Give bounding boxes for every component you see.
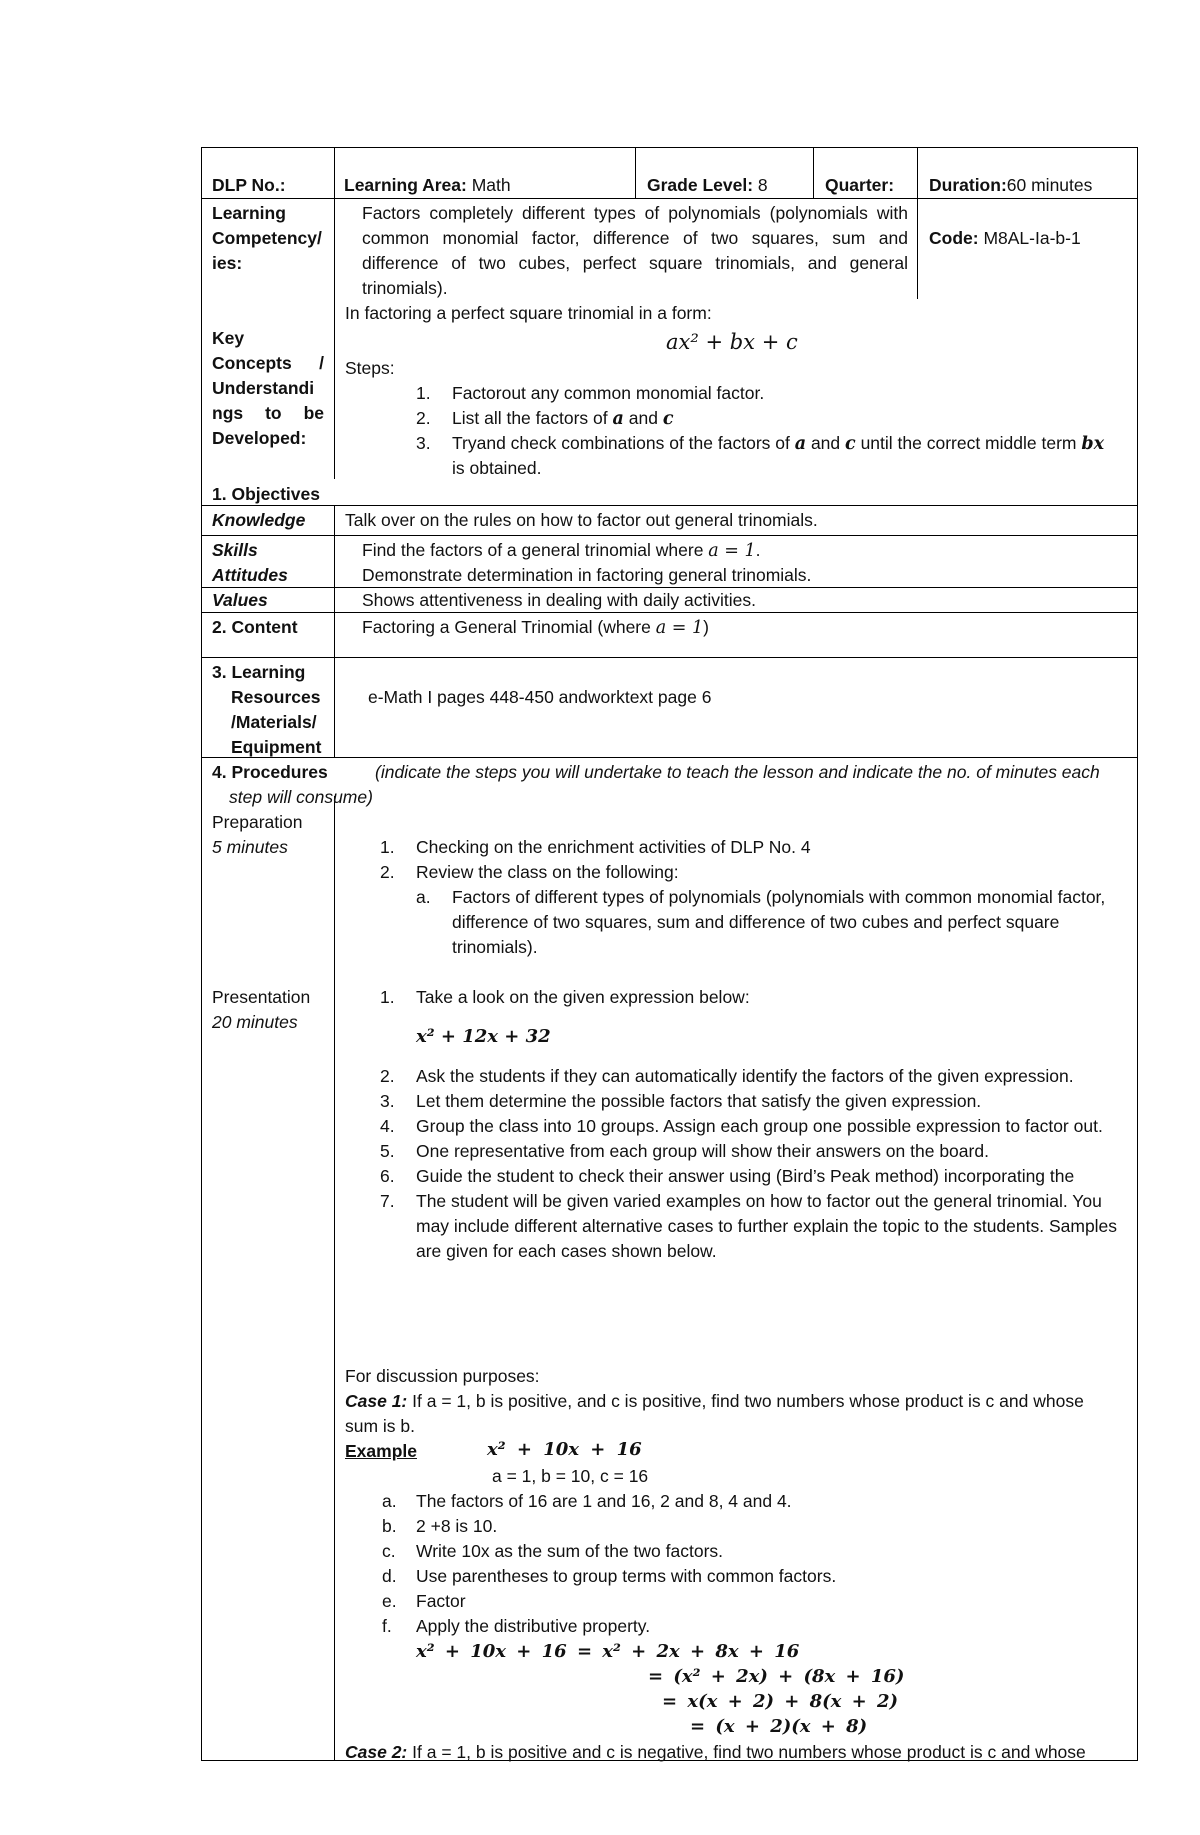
rule-quarter-column [813,147,814,198]
list-item: difference of two squares, sum and difference of two cubes and perfect square [452,912,1060,932]
list-number: 4. [380,1116,395,1136]
preparation-time: 5 minutes [212,837,288,857]
step-text: Tryand check combinations of the factors of a and c until the correct middle term bx [452,433,1105,454]
list-number: 2. [380,862,395,882]
list-number: 6. [380,1166,395,1186]
values-label: Values [212,590,268,610]
step-number: 3. [416,433,431,453]
resources-label-line: /Materials/ [231,712,317,732]
list-item: One representative from each group will show their answers on the board. [416,1141,989,1161]
skills-label: Skills [212,540,258,560]
key-concepts-intro: In factoring a perfect square trinomial in a form: [345,303,712,323]
list-item: may include different alternative cases to further explain the topic to the students. Samples [416,1216,1118,1236]
case-1: Case 1: If a = 1, b is positive, and c is positive, find two numbers whose product is c and whose [345,1391,1084,1411]
list-number: 1. [380,837,395,857]
rule-objectives-top [201,505,1138,506]
presentation-time: 20 minutes [212,1012,298,1032]
list-letter: f. [382,1616,392,1636]
list-letter: a. [382,1491,397,1511]
perfect-square-formula: ax² + bx + c [666,330,798,354]
rule-resources-bottom [201,757,1138,758]
list-item: Ask the students if they can automatically identify the factors of the given expression. [416,1066,1074,1086]
list-item: The student will be given varied examples on how to factor out the general trinomial. You [416,1191,1102,1211]
example-step: Apply the distributive property. [416,1616,651,1636]
competency-label-line: Competency/ [212,228,322,248]
case-1-continued: sum is b. [345,1416,416,1436]
example-step: 2 +8 is 10. [416,1516,498,1536]
competency-text-line: common monomial factor, difference of two squares, sum and [362,228,908,248]
competency-text-line: trinomials). [362,278,448,298]
list-letter: a. [416,887,431,907]
derivation-line: = (x² + 2x) + (8x + 16) [648,1666,905,1687]
steps-label: Steps: [345,358,395,378]
list-number: 5. [380,1141,395,1161]
list-letter: d. [382,1566,397,1586]
resources-label-line: Equipment [231,737,322,757]
quarter-label: Quarter: [825,175,895,195]
values-text: Shows attentiveness in dealing with daily activities. [362,590,756,610]
rule-header-bottom [201,198,1138,199]
step-text: List all the factors of a and c [452,408,674,429]
resources-label-line: 3. Learning [212,662,306,682]
step-number: 2. [416,408,431,428]
list-item: Let them determine the possible factors that satisfy the given expression. [416,1091,982,1111]
competency-label-line: ies: [212,253,243,273]
competency-text-line: Factors completely different types of polynomials (polynomials with [362,203,908,223]
list-letter: e. [382,1591,397,1611]
resources-label-line: Resources [231,687,321,707]
knowledge-text: Talk over on the rules on how to factor out general trinomials. [345,510,818,530]
list-number: 7. [380,1191,395,1211]
procedures-note: step will consume) [229,787,373,807]
example-step: The factors of 16 are 1 and 16, 2 and 8, 4 and 4. [416,1491,792,1511]
list-item: Checking on the enrichment activities of DLP No. 4 [416,837,811,857]
step-text-continued: is obtained. [452,458,542,478]
example-step: Use parentheses to group terms with common factors. [416,1566,837,1586]
given-expression: x² + 12x + 32 [416,1026,551,1047]
rule-values-bottom [201,612,1138,613]
list-item: Guide the student to check their answer using (Bird’s Peak method) incorporating the [416,1166,1075,1186]
derivation-line: = x(x + 2) + 8(x + 2) [662,1691,899,1712]
presentation-label: Presentation [212,987,311,1007]
step-number: 1. [416,383,431,403]
content-label: 2. Content [212,617,298,637]
list-number: 1. [380,987,395,1007]
attitudes-text: Demonstrate determination in factoring general trinomials. [362,565,812,585]
grade-level: Grade Level: 8 [647,175,768,195]
list-item: Take a look on the given expression below: [416,987,750,1007]
attitudes-label: Attitudes [212,565,288,585]
learning-area: Learning Area: Math [344,175,511,195]
example-label: Example [345,1441,417,1461]
list-item: trinomials). [452,937,538,957]
list-item: Review the class on the following: [416,862,679,882]
list-item: Factors of different types of polynomials (polynomials with common monomial factor, [452,887,1106,907]
knowledge-label: Knowledge [212,510,306,530]
rule-label-column-3 [334,796,335,1761]
rule-grade-column [635,147,636,198]
rule-attitudes-bottom [201,587,1138,588]
example-values: a = 1, b = 10, c = 16 [492,1466,649,1486]
competency-text-line: difference of two cubes, perfect square trinomials, and general [362,253,908,273]
key-concepts-label-line: Understandi [212,378,315,398]
rule-label-column-2 [334,505,335,757]
procedures-label: 4. Procedures [212,762,328,782]
list-item: Group the class into 10 groups. Assign each group one possible expression to factor out. [416,1116,1103,1136]
case-2: Case 2: If a = 1, b is positive and c is negative, find two numbers whose product is c and whose [345,1742,1086,1762]
key-concepts-label-line: Concepts / [212,353,324,373]
key-concepts-label-line: Developed: [212,428,307,448]
rule-knowledge-bottom [201,535,1138,536]
discussion-label: For discussion purposes: [345,1366,540,1386]
list-item: are given for each cases shown below. [416,1241,717,1261]
duration: Duration:60 minutes [929,175,1093,195]
objectives-label: 1. Objectives [212,484,320,504]
list-letter: b. [382,1516,397,1536]
skills-text: Find the factors of a general trinomial where a = 1. [362,540,761,561]
competency-code: Code: M8AL-Ia-b-1 [929,228,1081,248]
preparation-label: Preparation [212,812,303,832]
list-number: 3. [380,1091,395,1111]
key-concepts-label-line: ngs to be [212,403,324,423]
example-expression: x² + 10x + 16 [487,1439,642,1460]
procedures-note: (indicate the steps you will undertake to teach the lesson and indicate the no. of minutes each [375,762,1100,782]
competency-label-line: Learning [212,203,286,223]
rule-label-column [334,147,335,479]
key-concepts-label-line: Key [212,328,245,348]
example-step: Write 10x as the sum of the two factors. [416,1541,724,1561]
content-text: Factoring a General Trinomial (where a = 1) [362,617,709,638]
example-step: Factor [416,1591,466,1611]
list-number: 2. [380,1066,395,1086]
list-letter: c. [382,1541,396,1561]
rule-duration-column [917,147,918,299]
rule-content-bottom [201,657,1138,658]
dlp-label: DLP No.: [212,175,286,195]
derivation-line: = (x + 2)(x + 8) [690,1716,868,1737]
derivation-line: x² + 10x + 16 = x² + 2x + 8x + 16 [416,1641,800,1662]
step-text: Factorout any common monomial factor. [452,383,765,403]
resources-text: e-Math I pages 448-450 andworktext page 6 [368,687,712,707]
